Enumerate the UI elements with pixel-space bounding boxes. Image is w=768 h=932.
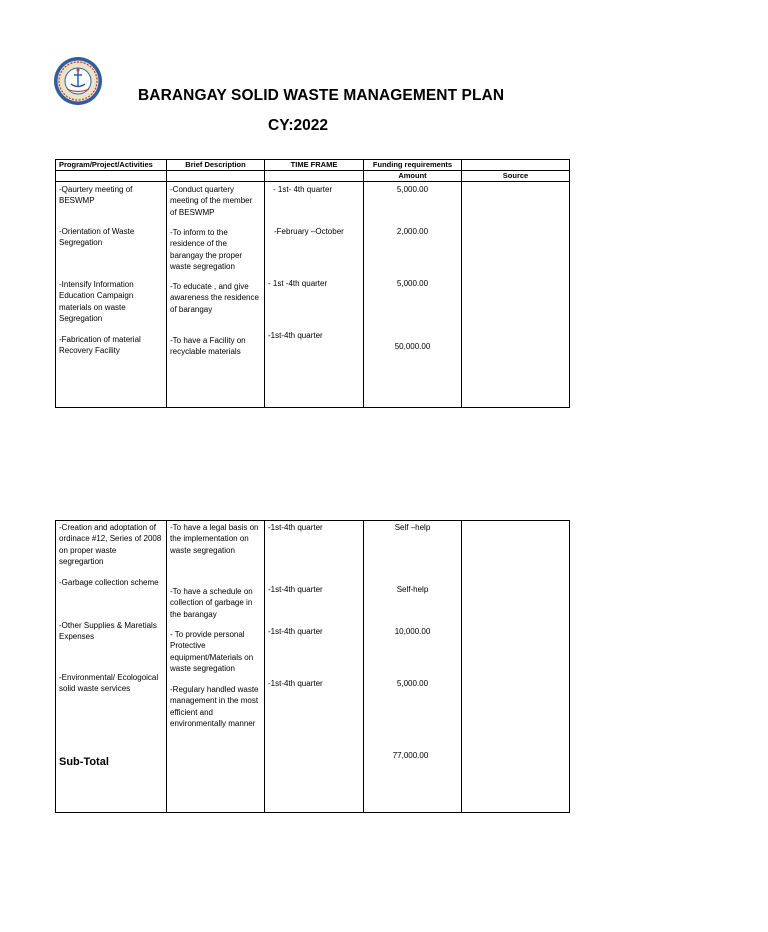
amount-item: 50,000.00 xyxy=(394,342,431,351)
document-title: BARANGAY SOLID WASTE MANAGEMENT PLAN xyxy=(138,87,505,104)
amount-item: 2,000.00 xyxy=(396,227,429,236)
amount-item: 5,000.00 xyxy=(396,279,429,288)
description-item: -To inform to the residence of the barangay the proper waste segregation xyxy=(170,228,243,271)
header-source: Source xyxy=(462,171,570,182)
program-item: -Other Supplies & Maretials Expenses xyxy=(59,621,157,642)
subtotal-amount: 77,000.00 xyxy=(392,751,429,760)
table-row xyxy=(56,521,570,813)
time-frame-item: -1st-4th quarter xyxy=(268,523,323,532)
description-item: -Regulary handled waste management in the most efficient and environmentally manner xyxy=(170,685,259,728)
program-column xyxy=(56,521,167,813)
description-item: -To have a Facility on recyclable materials xyxy=(170,336,246,357)
description-column xyxy=(167,521,265,813)
description-item: -To have a legal basis on the implementation on waste segregation xyxy=(170,523,259,555)
program-item: -Qaurtery meeting of BESWMP xyxy=(59,185,133,206)
header-description: Brief Description xyxy=(167,160,265,171)
description-item: -To educate , and give awareness the residence of barangay xyxy=(170,282,259,314)
time-frame-item: -1st-4th quarter xyxy=(268,627,323,636)
time-frame-item: -February –October xyxy=(274,227,344,236)
table-header-row xyxy=(56,160,570,171)
source-column xyxy=(462,521,570,813)
time-frame-item: -1st-4th quarter xyxy=(268,331,323,340)
barangay-seal-icon xyxy=(53,56,103,106)
header-amount: Amount xyxy=(364,171,462,182)
description-item: -To have a schedule on collection of garbage in the barangay xyxy=(170,587,253,619)
table-row xyxy=(56,182,570,408)
amount-column xyxy=(364,521,462,813)
program-item: -Fabrication of material Recovery Facility xyxy=(59,335,141,356)
amount-item: 10,000.00 xyxy=(394,627,431,636)
plan-table-part1 xyxy=(55,159,570,408)
header-program: Program/Project/Activities xyxy=(56,160,167,171)
description-column xyxy=(167,182,265,408)
source-column xyxy=(462,182,570,408)
time-frame-item: - 1st- 4th quarter xyxy=(273,185,333,194)
program-item: -Orientation of Waste Segregation xyxy=(59,227,135,248)
time-frame-item: - 1st -4th quarter xyxy=(268,279,328,288)
table-subheader-row xyxy=(56,171,570,182)
program-item: -Garbage collection scheme xyxy=(59,578,159,587)
amount-column xyxy=(364,182,462,408)
subtotal-label: Sub-Total xyxy=(59,756,109,768)
program-column xyxy=(56,182,167,408)
header-funding: Funding requirements xyxy=(364,160,462,171)
plan-table-part2 xyxy=(55,520,570,813)
description-item: - To provide personal Protective equipment/Materials on waste segregation xyxy=(170,630,254,673)
description-item: -Conduct quartery meeting of the member of BESWMP xyxy=(170,185,253,217)
amount-item: Self-help xyxy=(396,585,429,594)
time-frame-column xyxy=(265,182,364,408)
amount-item: Self –help xyxy=(394,523,431,532)
time-frame-column xyxy=(265,521,364,813)
program-item: -Creation and adoptation of ordinace #12, Series of 2008 on proper waste segregartion xyxy=(59,523,162,566)
program-item: -Intensify Information Education Campaign materials on waste Segregation xyxy=(59,280,134,323)
program-item: -Environmental/ Ecologoical solid waste services xyxy=(59,673,159,694)
header-blank xyxy=(462,160,570,171)
time-frame-item: -1st-4th quarter xyxy=(268,585,323,594)
amount-item: 5,000.00 xyxy=(396,679,429,688)
document-year: CY:2022 xyxy=(268,117,329,134)
amount-item: 5,000.00 xyxy=(396,185,429,194)
header-time-frame: TIME FRAME xyxy=(265,160,364,171)
time-frame-item: -1st-4th quarter xyxy=(268,679,323,688)
